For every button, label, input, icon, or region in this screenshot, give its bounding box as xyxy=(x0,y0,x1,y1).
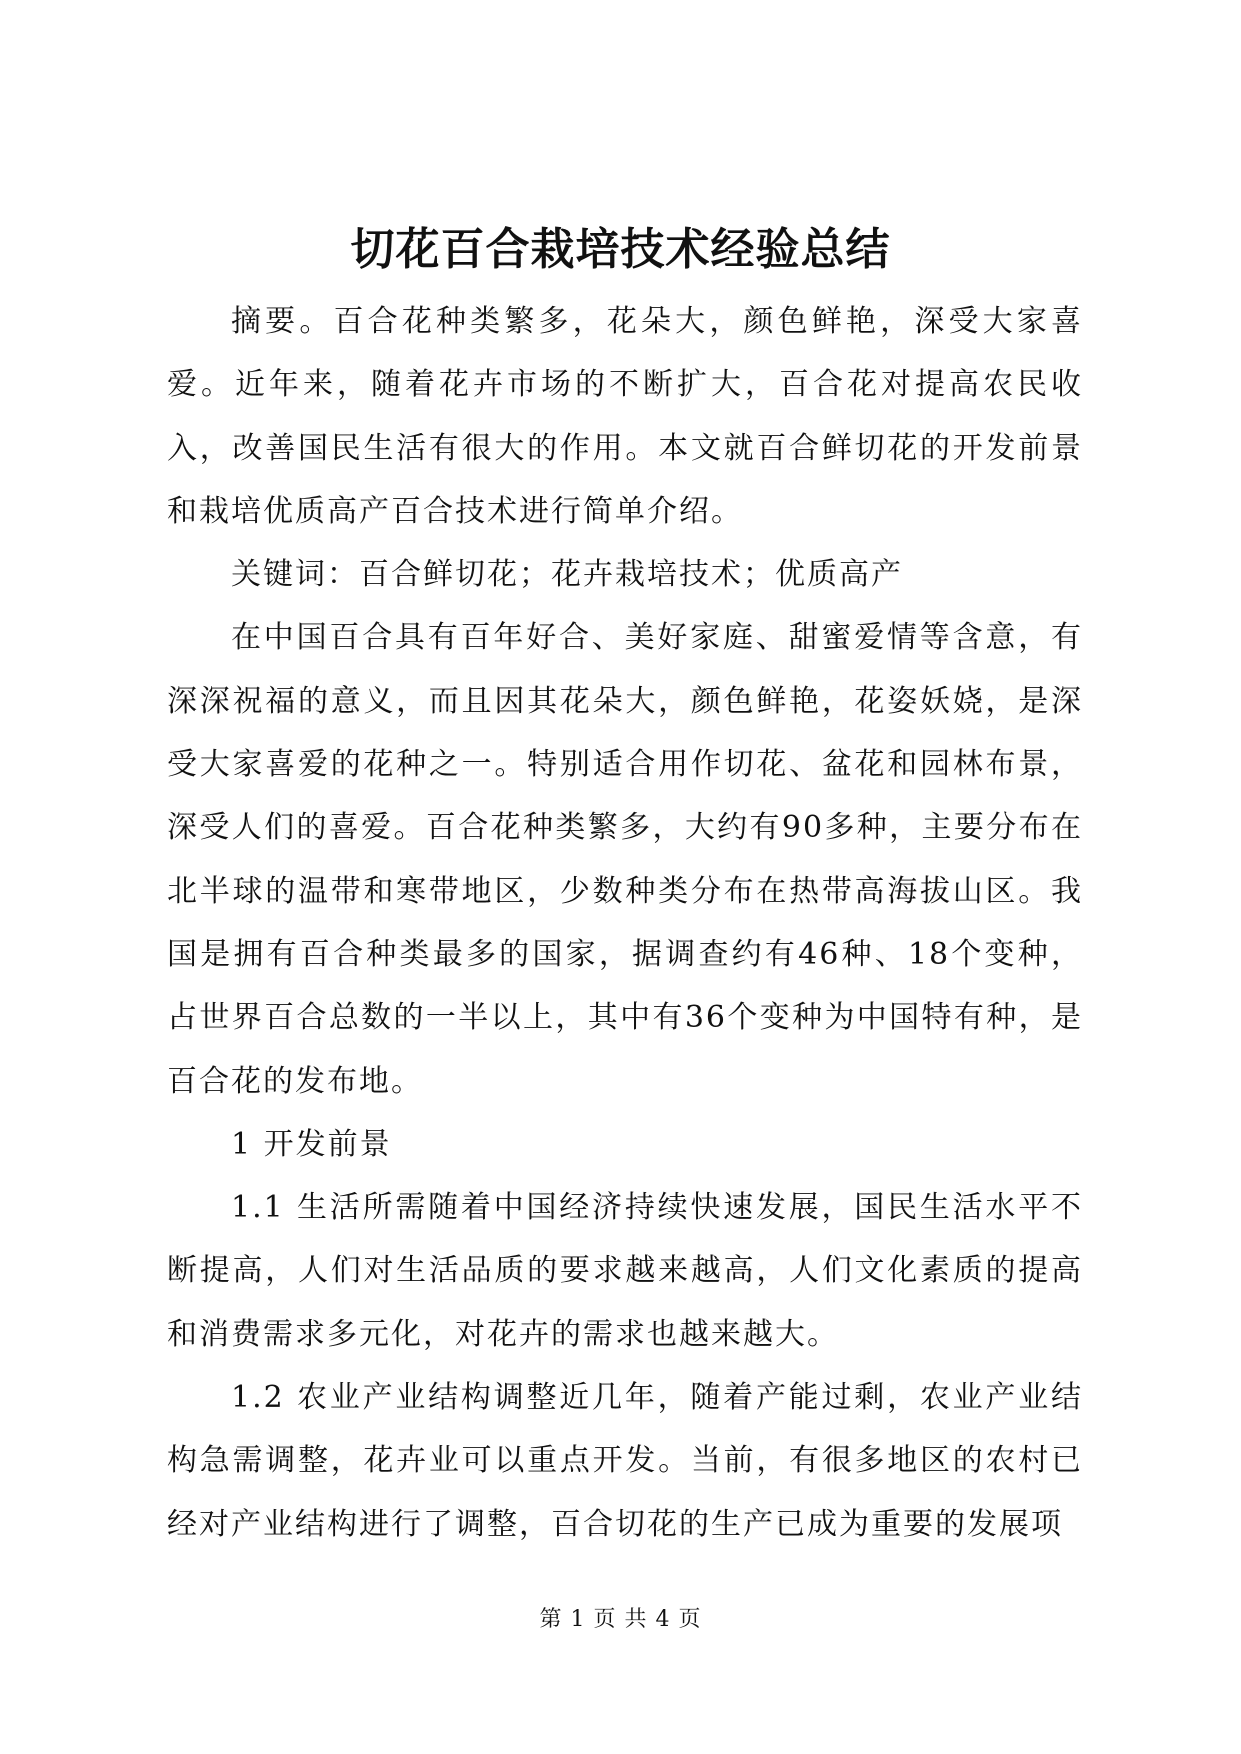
keywords-paragraph: 关键词：百合鲜切花；花卉栽培技术；优质高产 xyxy=(231,557,903,593)
section-heading: 1 开发前景 xyxy=(231,1126,392,1162)
document-title: 切花百合栽培技术经验总结 xyxy=(350,224,891,275)
intro-paragraph: 在中国百合具有百年好合、美好家庭、甜蜜爱情等含意，有深深祝福的意义，而且因其花朵大，颜色鲜艳，花姿妖娆，是深受大家喜爱的花种之一。特别适合用作切花、盆花和园林布景，深受人们的喜爱。百合花种类繁多，大约有90多种，主要分布在北半球的温带和寒带地区，少数种类分布在热带高海拔山区。我国是拥有百合种类最多的国家，据调查约有46种、18个变种，占世界百合总数的一半以上，其中有36个变种为中国特有种，是百合花的发布地。 xyxy=(167,620,1083,1099)
subsection-1-1-paragraph: 1.1 生活所需随着中国经济持续快速发展，国民生活水平不断提高，人们对生活品质的要求越来越高，人们文化素质的提高和消费需求多元化，对花卉的需求也越来越大。 xyxy=(167,1190,1083,1352)
page-footer: 第 1 页 共 4 页 xyxy=(539,1607,702,1632)
subsection-1-2-paragraph: 1.2 农业产业结构调整近几年，随着产能过剩，农业产业结构急需调整，花卉业可以重点开发。当前，有很多地区的农村已经对产业结构进行了调整，百合切花的生产已成为重要的发展项 xyxy=(167,1380,1083,1542)
document-body xyxy=(167,290,1083,1556)
abstract-paragraph: 摘要。百合花种类繁多，花朵大，颜色鲜艳，深受大家喜爱。近年来，随着花卉市场的不断扩大，百合花对提高农民收入，改善国民生活有很大的作用。本文就百合鲜切花的开发前景和栽培优质高产百合技术进行简单介绍。 xyxy=(167,304,1083,529)
